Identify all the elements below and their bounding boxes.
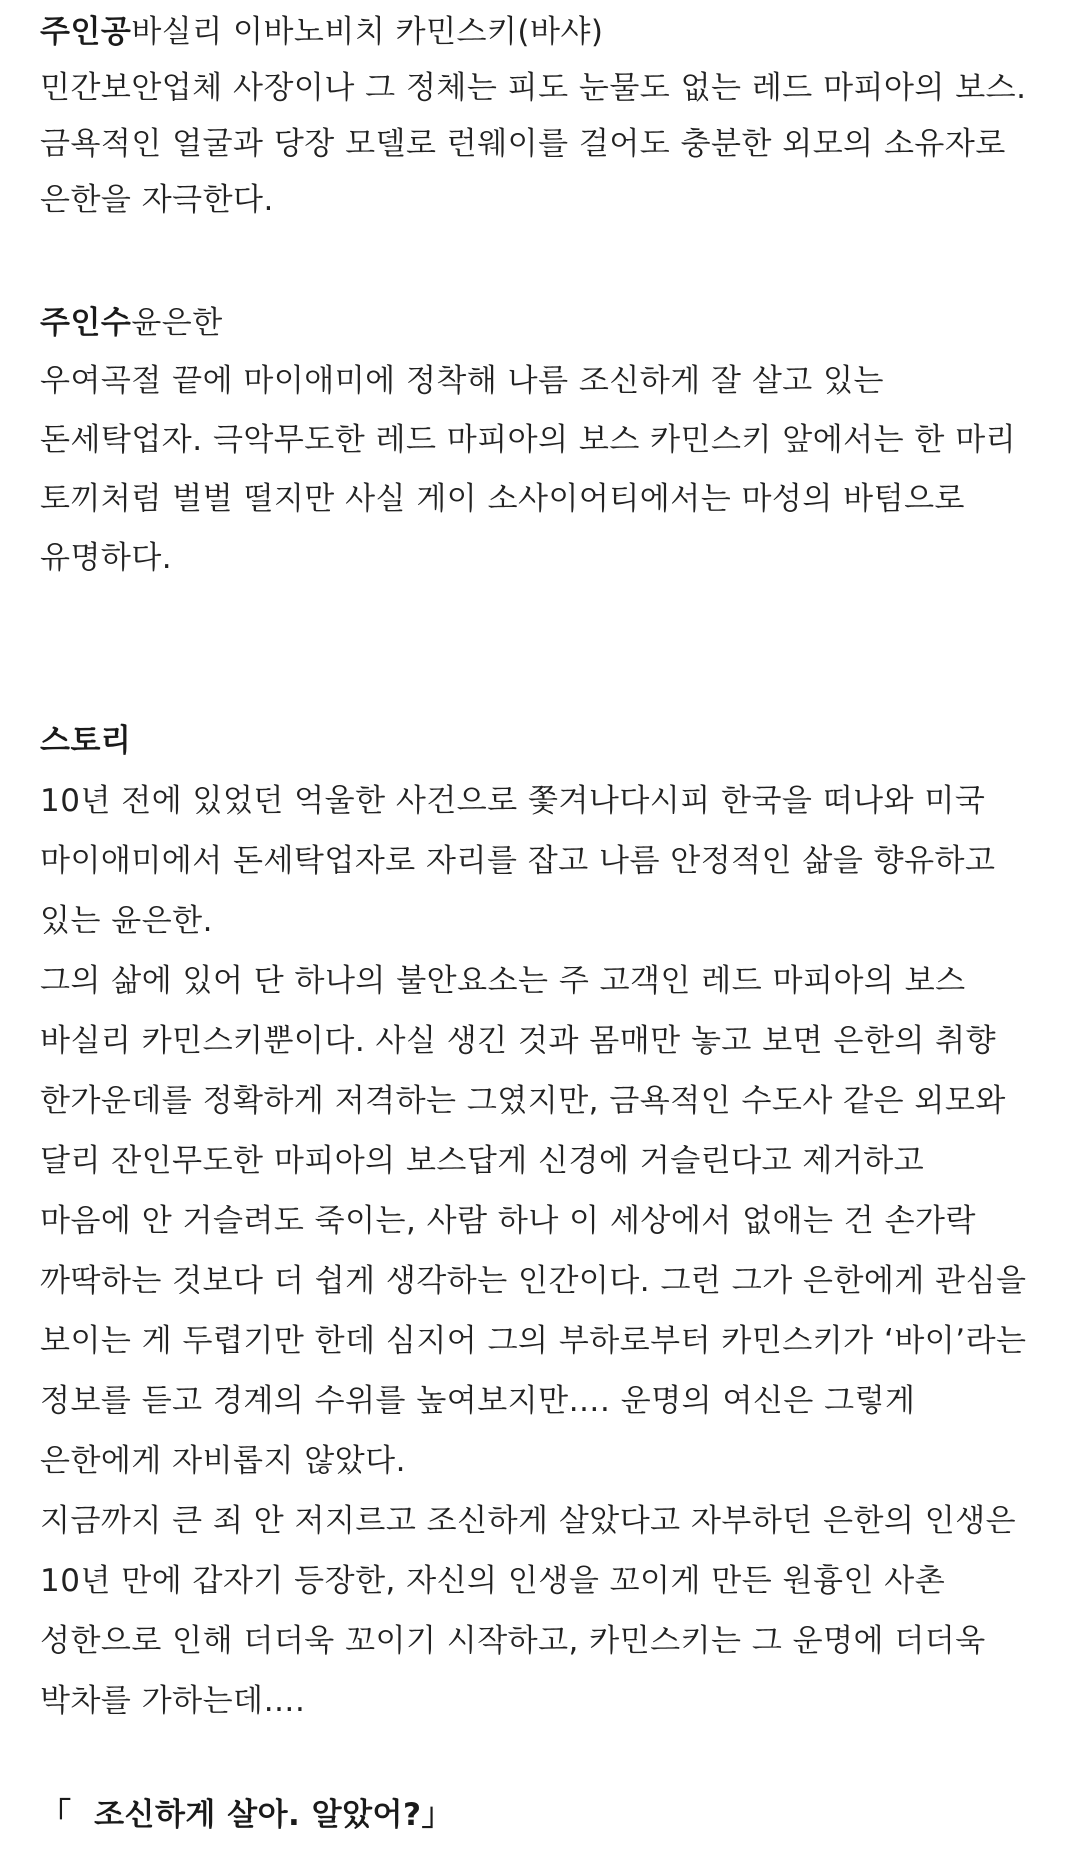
hero-description-line: 민간보안업체 사장이나 그 정체는 피도 눈물도 없는 레드 마피아의 보스. xyxy=(40,70,1027,106)
story-line: 그의 삶에 있어 단 하나의 불안요소는 주 고객인 레드 마피아의 보스 xyxy=(40,963,966,999)
story-line: 은한에게 자비롭지 않았다. xyxy=(40,1443,406,1479)
story-line: 지금까지 큰 죄 안 저지르고 조신하게 살았다고 자부하던 은한의 인생은 xyxy=(40,1503,1017,1539)
story-line: 마이애미에서 돈세탁업자로 자리를 잡고 나름 안정적인 삶을 향유하고 xyxy=(40,843,996,879)
heroine-description-line: 우여곡절 끝에 마이애미에 정착해 나름 조신하게 잘 살고 있는 xyxy=(40,363,884,399)
story-line: 마음에 안 거슬려도 죽이는, 사람 하나 이 세상에서 없애는 건 손가락 xyxy=(40,1203,976,1239)
story-line: 한가운데를 정확하게 저격하는 그였지만, 금욕적인 수도사 같은 외모와 xyxy=(40,1083,1006,1119)
story-line: 있는 윤은한. xyxy=(40,903,213,939)
hero-label: 주인공 xyxy=(40,14,132,50)
heroine-description-line: 토끼처럼 벌벌 떨지만 사실 게이 소사이어티에서는 마성의 바텀으로 xyxy=(40,481,965,517)
story-line: 성한으로 인해 더더욱 꼬이기 시작하고, 카민스키는 그 운명에 더더욱 xyxy=(40,1623,986,1659)
hero-description-line: 금욕적인 얼굴과 당장 모델로 런웨이를 걸어도 충분한 외모의 소유자로 xyxy=(40,126,1006,162)
story-line: 까딱하는 것보다 더 쉽게 생각하는 인간이다. 그런 그가 은한에게 관심을 xyxy=(40,1263,1027,1299)
story-line: 10년 전에 있었던 억울한 사건으로 쫓겨나다시피 한국을 떠나와 미국 xyxy=(40,783,986,819)
story-line: 박차를 가하는데…. xyxy=(40,1683,306,1719)
heroine-heading xyxy=(40,303,223,343)
hero-heading xyxy=(40,12,603,52)
heroine-description-line: 유명하다. xyxy=(40,540,173,576)
story-heading: 스토리 xyxy=(40,723,132,759)
story-line: 달리 잔인무도한 마피아의 보스답게 신경에 거슬린다고 제거하고 xyxy=(40,1143,925,1179)
story-line: 바실리 카민스키뿐이다. 사실 생긴 것과 몸매만 놓고 보면 은한의 취향 xyxy=(40,1023,997,1059)
hero-name: 바실리 이바노비치 카민스키(바샤) xyxy=(131,14,604,50)
heroine-label: 주인수 xyxy=(40,305,132,341)
closing-quote: 「 조신하게 살아. 알았어?」 xyxy=(40,1797,453,1833)
story-line: 정보를 듣고 경계의 수위를 높여보지만…. 운명의 여신은 그렇게 xyxy=(40,1383,916,1419)
story-line: 10년 만에 갑자기 등장한, 자신의 인생을 꼬이게 만든 원흉인 사촌 xyxy=(40,1563,946,1599)
story-line: 보이는 게 두렵기만 한데 심지어 그의 부하로부터 카민스키가 ‘바이’라는 xyxy=(40,1323,1027,1359)
heroine-description-line: 돈세탁업자. 극악무도한 레드 마피아의 보스 카민스키 앞에서는 한 마리 xyxy=(40,422,1017,458)
heroine-name: 윤은한 xyxy=(131,305,223,341)
hero-description-line: 은한을 자극한다. xyxy=(40,182,274,218)
